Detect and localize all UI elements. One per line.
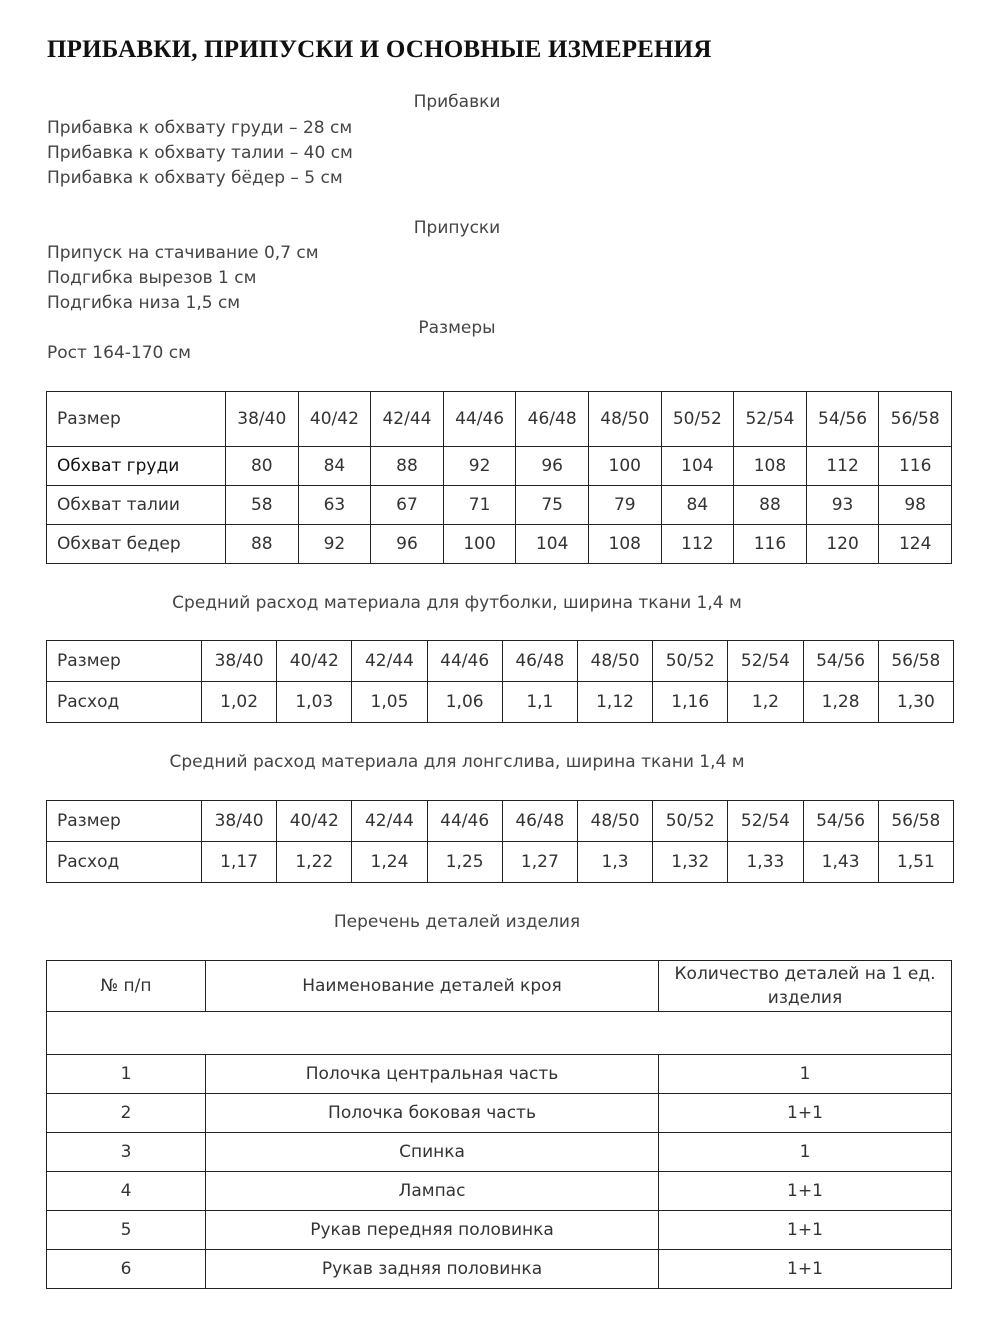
- size-cell: 54/56: [803, 641, 878, 682]
- part-quantity: 1+1: [659, 1094, 952, 1133]
- value-cell: 100: [443, 525, 516, 564]
- table-row: [47, 1250, 952, 1289]
- value-cell: 1,17: [202, 842, 277, 883]
- value-cell: 96: [371, 525, 444, 564]
- value-cell: 104: [516, 525, 589, 564]
- part-quantity: 1: [659, 1133, 952, 1172]
- table-header-row: [47, 801, 954, 842]
- part-number: 4: [47, 1172, 206, 1211]
- size-cell: 46/48: [502, 641, 577, 682]
- size-cell: 52/54: [734, 392, 807, 447]
- size-cell: 44/46: [427, 641, 502, 682]
- size-cell: 38/40: [226, 392, 299, 447]
- column-header-quantity: Количество деталей на 1 ед. изделия: [659, 961, 952, 1012]
- part-number: 1: [47, 1055, 206, 1094]
- size-cell: 42/44: [352, 801, 427, 842]
- part-quantity: 1+1: [659, 1172, 952, 1211]
- part-number: 2: [47, 1094, 206, 1133]
- value-cell: 75: [516, 486, 589, 525]
- size-cell: 54/56: [803, 801, 878, 842]
- value-cell: 79: [588, 486, 661, 525]
- value-cell: 1,51: [878, 842, 953, 883]
- row-label: Расход: [47, 842, 202, 883]
- value-cell: 104: [661, 447, 734, 486]
- size-cell: 48/50: [588, 392, 661, 447]
- row-label: Расход: [47, 682, 202, 723]
- value-cell: 112: [806, 447, 879, 486]
- size-cell: 56/58: [878, 641, 953, 682]
- value-cell: 88: [734, 486, 807, 525]
- value-cell: 108: [588, 525, 661, 564]
- value-cell: 1,1: [502, 682, 577, 723]
- page-title: ПРИБАВКИ, ПРИПУСКИ И ОСНОВНЫЕ ИЗМЕРЕНИЯ: [47, 36, 712, 63]
- value-cell: 1,16: [653, 682, 728, 723]
- part-number: 3: [47, 1133, 206, 1172]
- value-cell: 1,25: [427, 842, 502, 883]
- value-cell: 120: [806, 525, 879, 564]
- size-cell: 50/52: [661, 392, 734, 447]
- tshirt-consumption-heading: Средний расход материала для футболки, ширина ткани 1,4 м: [172, 593, 742, 613]
- value-cell: 1,33: [728, 842, 803, 883]
- value-cell: 108: [734, 447, 807, 486]
- size-cell: 38/40: [202, 801, 277, 842]
- size-cell: 54/56: [806, 392, 879, 447]
- header-label: Размер: [47, 801, 202, 842]
- value-cell: 100: [588, 447, 661, 486]
- allowance-chest: Прибавка к обхвату груди – 28 см: [47, 118, 353, 138]
- table-row: [47, 682, 954, 723]
- longsleeve-consumption-heading: Средний расход материала для лонгслива, ширина ткани 1,4 м: [169, 752, 745, 772]
- part-number: 5: [47, 1211, 206, 1250]
- allowance-hips: Прибавка к обхвату бёдер – 5 см: [47, 168, 343, 188]
- value-cell: 88: [371, 447, 444, 486]
- value-cell: 116: [734, 525, 807, 564]
- value-cell: 116: [879, 447, 952, 486]
- part-name: Спинка: [206, 1133, 659, 1172]
- value-cell: 92: [298, 525, 371, 564]
- value-cell: 98: [879, 486, 952, 525]
- size-cell: 56/58: [879, 392, 952, 447]
- size-cell: 56/58: [878, 801, 953, 842]
- table-row: [47, 486, 952, 525]
- value-cell: 84: [298, 447, 371, 486]
- seam-allowance: Припуск на стачивание 0,7 см: [47, 243, 319, 263]
- table-row: [47, 1172, 952, 1211]
- table-header-row: [47, 961, 952, 1012]
- value-cell: 1,27: [502, 842, 577, 883]
- size-cell: 40/42: [277, 641, 352, 682]
- value-cell: 112: [661, 525, 734, 564]
- value-cell: 1,43: [803, 842, 878, 883]
- bottom-hem: Подгибка низа 1,5 см: [47, 293, 241, 313]
- table-row: [47, 1133, 952, 1172]
- size-cell: 46/48: [502, 801, 577, 842]
- value-cell: 1,12: [577, 682, 652, 723]
- row-label: Обхват бедер: [47, 525, 226, 564]
- value-cell: 80: [226, 447, 299, 486]
- value-cell: 1,22: [277, 842, 352, 883]
- size-cell: 42/44: [371, 392, 444, 447]
- size-cell: 38/40: [202, 641, 277, 682]
- value-cell: 1,24: [352, 842, 427, 883]
- value-cell: 58: [226, 486, 299, 525]
- value-cell: 92: [443, 447, 516, 486]
- size-cell: 40/42: [277, 801, 352, 842]
- column-header-name: Наименование деталей кроя: [206, 961, 659, 1012]
- size-cell: 52/54: [728, 801, 803, 842]
- size-cell: 52/54: [728, 641, 803, 682]
- value-cell: 93: [806, 486, 879, 525]
- size-cell: 46/48: [516, 392, 589, 447]
- table-row: [47, 525, 952, 564]
- value-cell: 1,28: [803, 682, 878, 723]
- value-cell: 1,06: [427, 682, 502, 723]
- size-cell: 48/50: [577, 641, 652, 682]
- size-cell: 42/44: [352, 641, 427, 682]
- value-cell: 124: [879, 525, 952, 564]
- part-number: 6: [47, 1250, 206, 1289]
- part-name: Полочка центральная часть: [206, 1055, 659, 1094]
- part-name: Лампас: [206, 1172, 659, 1211]
- size-measurements-table: [46, 391, 952, 564]
- table-row: [47, 1094, 952, 1133]
- size-cell: 48/50: [577, 801, 652, 842]
- value-cell: 96: [516, 447, 589, 486]
- value-cell: 1,2: [728, 682, 803, 723]
- longsleeve-consumption-table: [46, 800, 954, 883]
- part-quantity: 1: [659, 1055, 952, 1094]
- value-cell: 1,3: [577, 842, 652, 883]
- sizes-heading: Размеры: [418, 318, 496, 338]
- table-header-row: [47, 392, 952, 447]
- value-cell: 1,03: [277, 682, 352, 723]
- value-cell: 67: [371, 486, 444, 525]
- part-name: Рукав передняя половинка: [206, 1211, 659, 1250]
- height-range: Рост 164-170 см: [47, 343, 191, 363]
- table-row: [47, 1211, 952, 1250]
- table-row: [47, 447, 952, 486]
- allowance-waist: Прибавка к обхвату талии – 40 см: [47, 143, 353, 163]
- part-quantity: 1+1: [659, 1250, 952, 1289]
- value-cell: 84: [661, 486, 734, 525]
- empty-row: [47, 1012, 952, 1055]
- size-cell: 44/46: [443, 392, 516, 447]
- header-label: Размер: [47, 641, 202, 682]
- table-header-row: [47, 641, 954, 682]
- size-cell: 50/52: [653, 801, 728, 842]
- seams-heading: Припуски: [413, 218, 501, 238]
- value-cell: 1,02: [202, 682, 277, 723]
- value-cell: 1,05: [352, 682, 427, 723]
- header-label: Размер: [47, 392, 226, 447]
- size-cell: 40/42: [298, 392, 371, 447]
- table-row: [47, 1055, 952, 1094]
- allowances-heading: Прибавки: [413, 92, 501, 112]
- tshirt-consumption-table: [46, 640, 954, 723]
- part-name: Рукав задняя половинка: [206, 1250, 659, 1289]
- part-quantity: 1+1: [659, 1211, 952, 1250]
- row-label: Обхват груди: [47, 447, 226, 486]
- empty-cell: [47, 1012, 952, 1055]
- value-cell: 1,30: [878, 682, 953, 723]
- value-cell: 63: [298, 486, 371, 525]
- row-label: Обхват талии: [47, 486, 226, 525]
- neckline-hem: Подгибка вырезов 1 см: [47, 268, 257, 288]
- size-cell: 50/52: [653, 641, 728, 682]
- column-header-number: № п/п: [47, 961, 206, 1012]
- parts-list-table: [46, 960, 952, 1289]
- part-name: Полочка боковая часть: [206, 1094, 659, 1133]
- value-cell: 71: [443, 486, 516, 525]
- value-cell: 1,32: [653, 842, 728, 883]
- size-cell: 44/46: [427, 801, 502, 842]
- table-row: [47, 842, 954, 883]
- value-cell: 88: [226, 525, 299, 564]
- parts-list-heading: Перечень деталей изделия: [333, 912, 581, 932]
